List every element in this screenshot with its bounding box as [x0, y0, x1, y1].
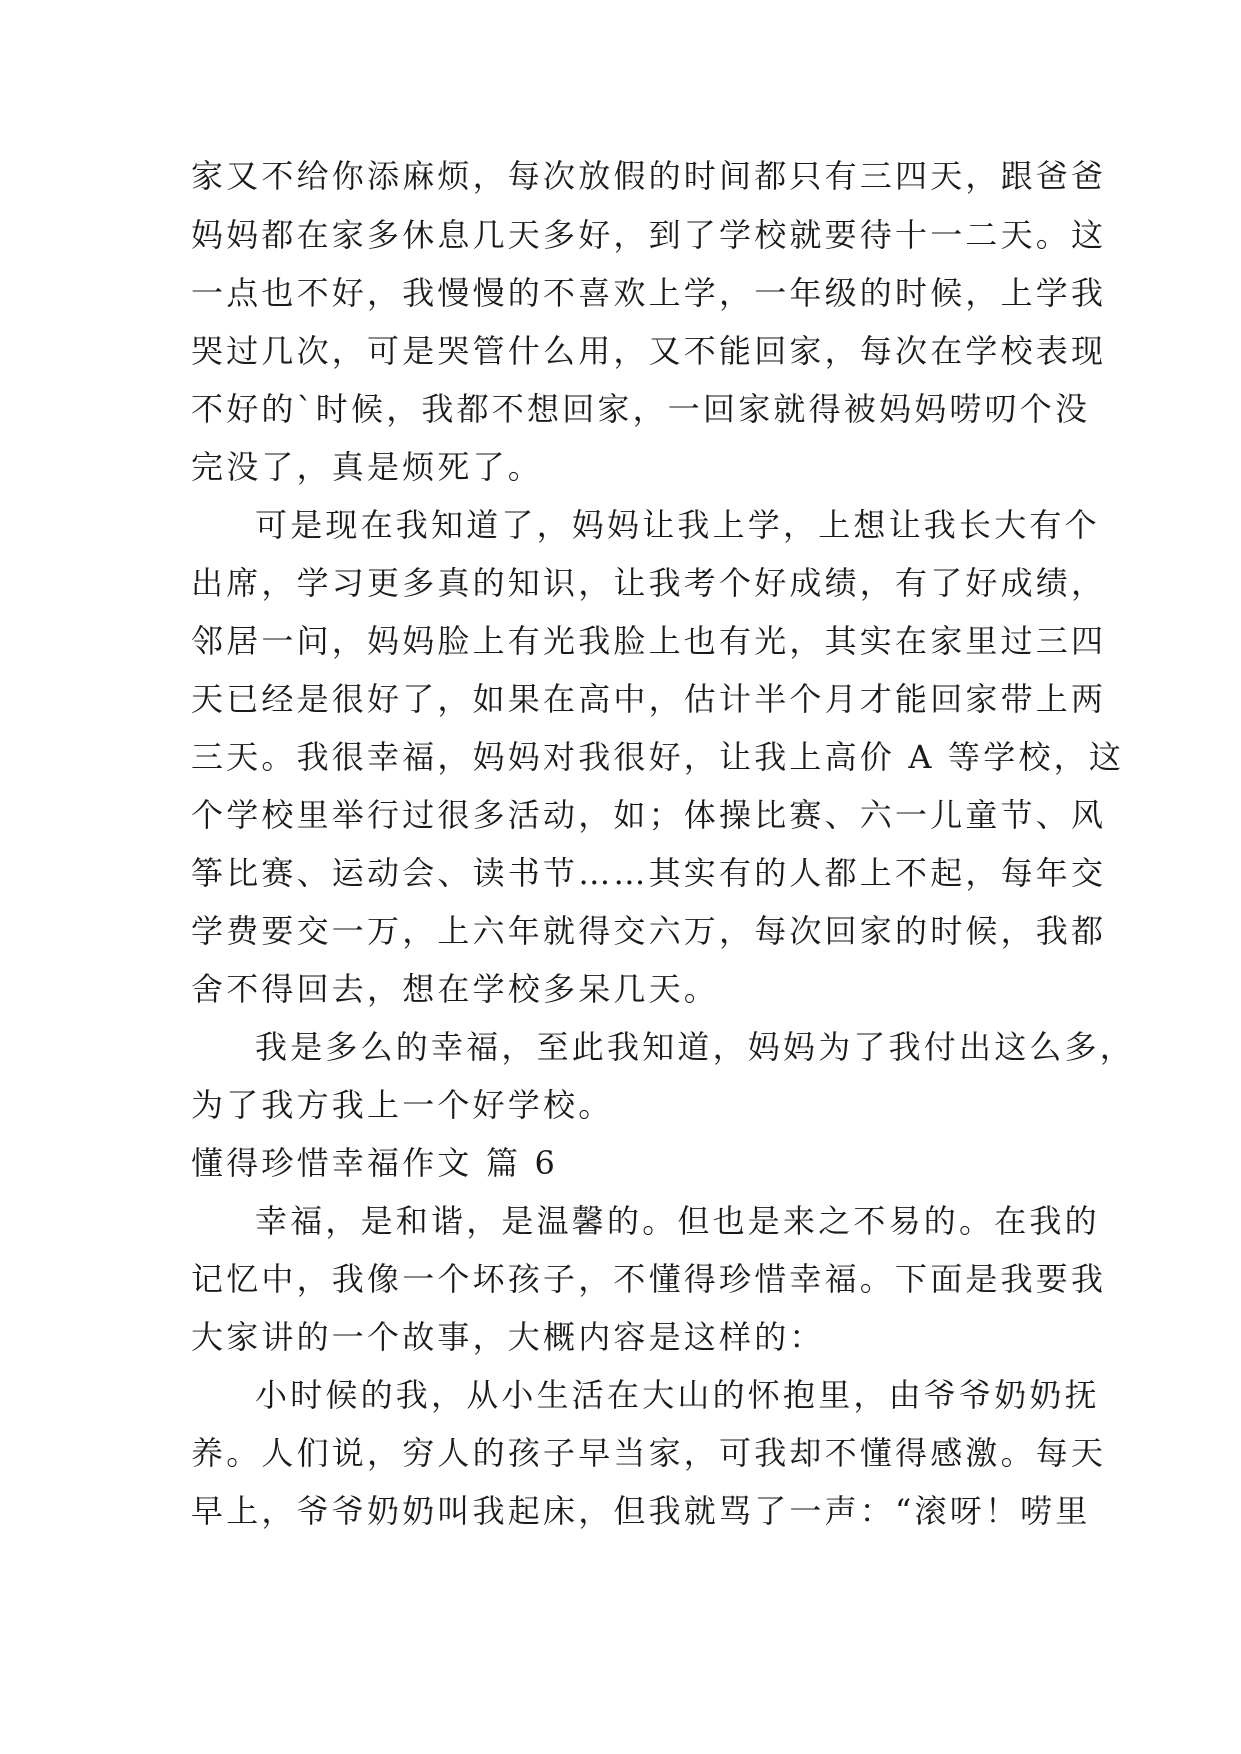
text-line: 舍不得回去，想在学校多呆几天。 — [191, 970, 720, 1008]
text-line: 家又不给你添麻烦，每次放假的时间都只有三四天，跟爸爸 — [191, 157, 1107, 195]
text-line: 出席，学习更多真的知识，让我考个好成绩，有了好成绩， — [191, 564, 1107, 602]
paragraph-first-line: 可是现在我知道了，妈妈让我上学，上想让我长大有个 — [255, 506, 1100, 544]
text-line: 三天。我很幸福，妈妈对我很好，让我上高价 A 等学校，这 — [191, 738, 1125, 776]
text-line: 妈妈都在家多休息几天多好，到了学校就要待十一二天。这 — [191, 216, 1107, 254]
paragraph-first-line: 我是多么的幸福，至此我知道，妈妈为了我付出这么多， — [255, 1028, 1136, 1066]
text-line: 为了我方我上一个好学校。 — [191, 1086, 614, 1124]
section-heading: 懂得珍惜幸福作文 篇 6 — [191, 1144, 559, 1182]
text-line: 养。人们说，穷人的孩子早当家，可我却不懂得感激。每天 — [191, 1434, 1107, 1472]
text-line: 大家讲的一个故事，大概内容是这样的： — [191, 1318, 825, 1356]
text-line: 不好的`时候，我都不想回家，一回家就得被妈妈唠叨个没 — [191, 390, 1091, 428]
text-line: 天已经是很好了，如果在高中，估计半个月才能回家带上两 — [191, 680, 1107, 718]
text-line: 个学校里举行过很多活动，如；体操比赛、六一儿童节、风 — [191, 796, 1107, 834]
paragraph-first-line: 幸福，是和谐，是温馨的。但也是来之不易的。在我的 — [255, 1202, 1100, 1240]
text-line: 哭过几次，可是哭管什么用，又不能回家，每次在学校表现 — [191, 332, 1107, 370]
text-line: 筝比赛、运动会、读书节……其实有的人都上不起，每年交 — [191, 854, 1107, 892]
text-line: 记忆中，我像一个坏孩子，不懂得珍惜幸福。下面是我要我 — [191, 1260, 1107, 1298]
text-line: 一点也不好，我慢慢的不喜欢上学，一年级的时候，上学我 — [191, 274, 1107, 312]
text-line: 早上，爷爷奶奶叫我起床，但我就骂了一声：“滚呀！唠里 — [191, 1492, 1091, 1530]
text-line: 完没了，真是烦死了。 — [191, 448, 544, 486]
text-line: 学费要交一万，上六年就得交六万，每次回家的时候，我都 — [191, 912, 1107, 950]
paragraph-first-line: 小时候的我，从小生活在大山的怀抱里，由爷爷奶奶抚 — [255, 1376, 1100, 1414]
text-line: 邻居一问，妈妈脸上有光我脸上也有光，其实在家里过三四 — [191, 622, 1107, 660]
